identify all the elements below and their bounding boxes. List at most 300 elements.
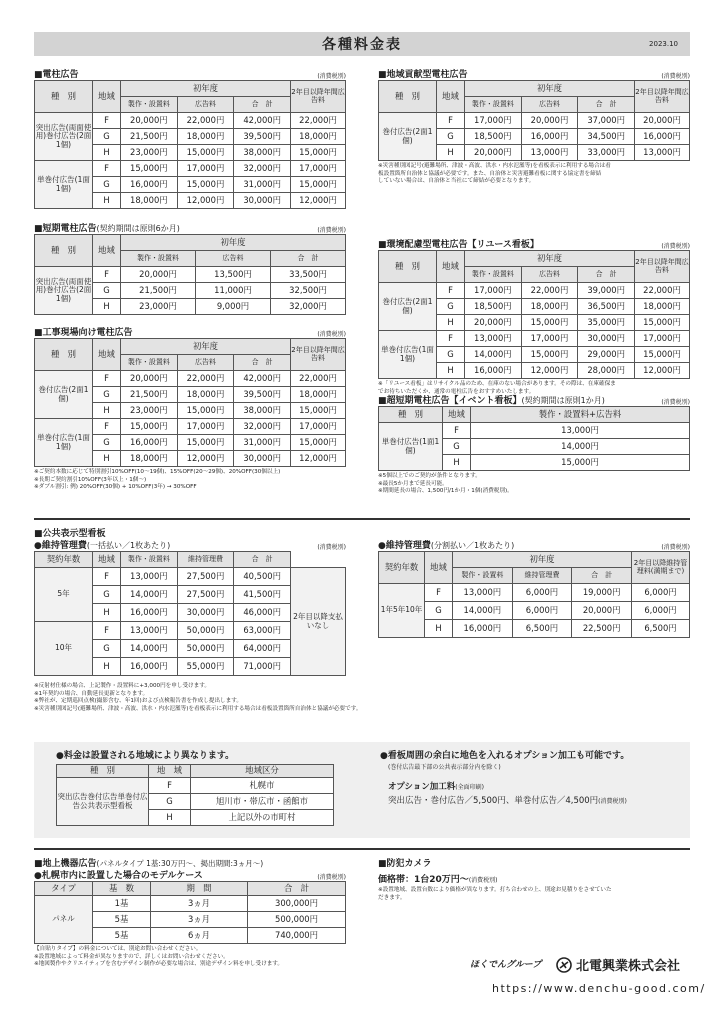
price-cell: 71,000円	[234, 658, 291, 676]
page-title: 各種料金表	[322, 37, 402, 53]
price-cell: 22,000円	[177, 371, 234, 387]
price-cell: 18,000円	[121, 451, 178, 467]
region-cell: 札幌市	[191, 778, 334, 794]
area-cell: H	[437, 145, 465, 161]
tanki-body	[35, 267, 346, 315]
tax-note: (消費税別)	[661, 399, 690, 406]
price-cell: 20,000円	[465, 315, 522, 331]
tax-note: (消費税別)	[598, 798, 627, 805]
area-cell: H	[93, 403, 121, 419]
header-cell: 初年度	[453, 552, 632, 568]
price-cell: 17,000円	[291, 161, 346, 177]
price-cell: 15,000円	[291, 403, 346, 419]
price-cell: 12,000円	[177, 193, 234, 209]
area-cell: F	[93, 267, 121, 283]
title-sub: (パネルタイプ 1基:30万円～、掲出期間:3ヵ月～)	[96, 859, 264, 868]
header-cell: 地域	[437, 251, 465, 283]
price-cell: 17,000円	[177, 161, 234, 177]
price-cell: 18,000円	[635, 299, 690, 315]
price-cell: 31,000円	[234, 435, 291, 451]
date-label: 2023.10	[649, 40, 678, 48]
area-cell: H	[93, 604, 121, 622]
price-cell: 32,000円	[271, 299, 346, 315]
title-sub: (契約期間は原則6か月)	[96, 224, 180, 233]
note-line: ※5個以上でのご契約が条件となります。	[378, 473, 481, 479]
koukyo-notes	[34, 683, 361, 713]
area-cell: G	[437, 347, 465, 363]
table-row	[35, 267, 346, 283]
table-row	[35, 371, 346, 387]
price-cell: 12,000円	[291, 193, 346, 209]
price-cell: 64,000円	[234, 640, 291, 658]
area-cell: G	[93, 435, 121, 451]
price-cell: 46,000円	[234, 604, 291, 622]
area-cell: H	[437, 363, 465, 379]
title-text: ■短期電柱広告	[34, 224, 97, 234]
price-cell: 32,000円	[234, 161, 291, 177]
table-row	[379, 283, 690, 299]
price-cell: 23,000円	[121, 145, 178, 161]
section-title: ■電柱広告	[34, 70, 79, 80]
price-cell: 23,000円	[121, 403, 178, 419]
header-cell: 地域	[93, 552, 121, 568]
tax-note: (消費税別)	[468, 877, 498, 884]
price-cell: 6,000円	[512, 602, 572, 620]
price-cell: 30,000円	[234, 193, 291, 209]
area-cell: F	[93, 419, 121, 435]
price-cell: 15,000円	[521, 347, 578, 363]
area-cell: F	[93, 622, 121, 640]
price-cell: 34,500円	[578, 129, 635, 145]
area-cell: F	[149, 778, 191, 794]
header-cell: 2年目以降年間広告料	[291, 339, 346, 371]
area-cell: F	[437, 283, 465, 299]
price-cell: 33,500円	[271, 267, 346, 283]
kouji-table	[34, 338, 346, 467]
denchu-section	[34, 68, 346, 209]
price-cell: 18,000円	[521, 299, 578, 315]
area-cell: G	[437, 129, 465, 145]
price-cell: 15,000円	[177, 435, 234, 451]
header-cell: 広告料	[521, 97, 578, 113]
note-line: ※ご契約本数に応じて特別割引10%OFF(10～19個)、15%OFF(20～29個)、20%OFF(30個以上)	[34, 469, 281, 475]
price-cell: 39,000円	[578, 283, 635, 299]
title-sub: (一括払い／1枚あたり)	[86, 541, 171, 550]
price-cell: 23,000円	[121, 299, 196, 315]
period-cell: 6ヵ月	[151, 928, 248, 944]
area-table	[56, 764, 334, 826]
tax-note: (消費税別)	[317, 73, 346, 80]
header-cell: 合 計	[234, 552, 291, 568]
price-cell: 6,000円	[632, 584, 690, 602]
area-cell: H	[93, 658, 121, 676]
option-fee	[388, 780, 484, 792]
header-cell: 製作・設置料+広告料	[471, 407, 690, 423]
area-cell: G	[93, 177, 121, 193]
price-label: 価格帯：	[378, 875, 415, 885]
header-cell: 期 間	[151, 882, 248, 896]
title-text: ■超短期電柱広告【イベント看板】	[378, 396, 522, 406]
area-cell: G	[149, 794, 191, 810]
table-row	[35, 113, 346, 129]
option-line: 突出広告・巻付広告／5,500円、単巻付広告／4,500円	[388, 796, 599, 806]
divider	[34, 518, 690, 520]
section-title: ■環境配慮型電柱広告【リユース看板】	[378, 240, 539, 250]
header-cell: 2年目以降年間広告料	[635, 251, 690, 283]
header-cell: 初年度	[121, 235, 346, 251]
header-cell: 維持管理費	[177, 552, 234, 568]
title-bar	[34, 32, 690, 56]
header-cell: 維持管理費	[512, 568, 572, 584]
chiiki-table	[378, 80, 690, 161]
price-cell: 17,000円	[521, 331, 578, 347]
header-cell: 合 計	[271, 251, 346, 267]
price-cell: 39,500円	[234, 129, 291, 145]
group-logo	[470, 957, 541, 970]
price-cell: 21,500円	[121, 283, 196, 299]
tax-note: (消費税別)	[661, 243, 690, 250]
header-cell: 地域	[93, 339, 121, 371]
header-cell: 契約年数	[379, 552, 425, 584]
table-row	[35, 161, 346, 177]
period-cell: 3ヵ月	[151, 912, 248, 928]
kankyo-table	[378, 250, 690, 379]
option-title: ●看板周囲の余白に地色を入れるオプション加工も可能です。	[380, 751, 630, 761]
price-cell: 15,000円	[177, 145, 234, 161]
price-cell: 15,000円	[635, 347, 690, 363]
price-cell: 14,000円	[471, 439, 690, 455]
camera-section	[378, 856, 690, 902]
region-cell: 上記以外の市町村	[191, 810, 334, 826]
price-cell: 15,000円	[177, 403, 234, 419]
area-cell: H	[93, 193, 121, 209]
price-cell: 13,000円	[453, 584, 513, 602]
note-line: ※反射材仕様の場合、上記製作・設置料に+3,000円を申し受けます。	[34, 683, 210, 689]
table-row	[379, 602, 690, 620]
price-cell: 38,000円	[234, 403, 291, 419]
price-cell: 16,000円	[635, 129, 690, 145]
price-cell: 21,500円	[121, 387, 178, 403]
price-cell: 16,000円	[121, 177, 178, 193]
header-cell: タイプ	[35, 882, 93, 896]
title-sub: (分割払い／1枚あたり)	[430, 541, 515, 550]
chijo-section	[34, 856, 346, 969]
price-cell: 17,000円	[291, 419, 346, 435]
price-cell: 14,000円	[465, 347, 522, 363]
count-cell: 5基	[93, 928, 151, 944]
type-label: 巻付広告(2面1個)	[35, 371, 93, 419]
price-cell: 12,000円	[177, 451, 234, 467]
price-cell: 20,000円	[465, 145, 522, 161]
header-cell: 種 別	[35, 81, 93, 113]
chotanki-notes	[378, 473, 690, 496]
price-cell: 13,500円	[196, 267, 271, 283]
header-cell: 種 別	[35, 339, 93, 371]
period-cell: 3ヵ月	[151, 896, 248, 912]
price-cell: 42,000円	[234, 113, 291, 129]
tanki-section	[34, 222, 346, 315]
header-cell: 地域	[443, 407, 471, 423]
header-cell: 製作・設置料	[453, 568, 513, 584]
price-cell: 16,000円	[465, 363, 522, 379]
header-cell: 地域区分	[191, 765, 334, 778]
section-title: ■公共表示型看板	[34, 529, 106, 539]
divider	[34, 848, 690, 850]
option-fee-label: オプション加工料	[388, 782, 456, 792]
area-cell: H	[93, 299, 121, 315]
header-cell: 種 別	[57, 765, 149, 778]
header-cell: 広告料	[521, 267, 578, 283]
price-cell: 28,000円	[578, 363, 635, 379]
header-cell: 種 別	[379, 251, 437, 283]
camera-price	[378, 872, 690, 885]
note-line: ※1年契約の場合、自動延長更新となります。	[34, 690, 149, 697]
area-cell: H	[149, 810, 191, 826]
note-line: だきます。	[378, 894, 406, 901]
type-label: 単巻付広告(1面1個)	[379, 331, 437, 379]
section-title: ■防犯カメラ	[378, 859, 432, 869]
price-cell: 16,000円	[121, 435, 178, 451]
price-value: 1台20万円～	[414, 875, 469, 885]
price-cell: 31,000円	[234, 177, 291, 193]
area-cell: G	[93, 283, 121, 299]
company-name: 北電興業株式会社	[576, 959, 681, 974]
header-cell: 合 計	[234, 355, 291, 371]
section-title: ■地域貢献型電柱広告	[378, 70, 468, 80]
header-cell: 合 計	[248, 882, 346, 896]
price-cell: 27,500円	[177, 586, 234, 604]
price-cell: 33,000円	[578, 145, 635, 161]
title-text: ■地上機器広告	[34, 859, 97, 869]
header-cell: 製作・設置料	[121, 552, 178, 568]
type-label: 巻付広告(2面1個)	[379, 283, 437, 331]
price-cell: 20,000円	[121, 113, 178, 129]
price-cell: 12,000円	[521, 363, 578, 379]
price-cell: 300,000円	[248, 896, 346, 912]
header-cell: 製作・設置料	[121, 355, 178, 371]
price-cell: 21,500円	[121, 129, 178, 145]
no-payment-note: 2年目以降支払いなし	[291, 568, 346, 676]
note-line: ※災害種別図記号(避難場所、津波・高波、洪水・内水氾濫等)を看板表示に利用する場合は看	[378, 163, 611, 169]
type-label: パネル	[35, 896, 93, 944]
price-cell: 30,000円	[578, 331, 635, 347]
price-cell: 37,000円	[578, 113, 635, 129]
count-cell: 5基	[93, 912, 151, 928]
area-cell: F	[93, 371, 121, 387]
header-cell: 製作・設置料	[465, 97, 522, 113]
price-cell: 18,000円	[291, 387, 346, 403]
header-cell: 初年度	[121, 81, 291, 97]
price-cell: 14,000円	[121, 586, 178, 604]
price-cell: 20,000円	[121, 267, 196, 283]
price-cell: 13,000円	[471, 423, 690, 439]
kankyo-section	[378, 238, 690, 396]
area-cell: F	[425, 584, 453, 602]
table-row	[379, 584, 690, 602]
header-cell: 初年度	[465, 251, 635, 267]
count-cell: 1基	[93, 896, 151, 912]
price-cell: 18,500円	[465, 299, 522, 315]
header-cell: 合 計	[234, 97, 291, 113]
header-cell: 初年度	[121, 339, 291, 355]
chiiki-body	[379, 113, 690, 161]
chotanki-section	[378, 394, 690, 496]
price-cell: 36,500円	[578, 299, 635, 315]
region-cell: 旭川市・帯広市・函館市	[191, 794, 334, 810]
price-cell: 20,000円	[521, 113, 578, 129]
price-cell: 17,000円	[465, 283, 522, 299]
table-row	[35, 419, 346, 435]
denchu-table	[34, 80, 346, 209]
kouji-section	[34, 326, 346, 492]
koukyo-lump-table	[34, 551, 346, 676]
note-line: ※設置地域、設置台数により価格が異なります。打ち合わせの上、別途お見積りをさせていた	[378, 887, 612, 893]
price-cell: 32,000円	[234, 419, 291, 435]
price-cell: 6,000円	[632, 602, 690, 620]
area-cell: F	[437, 331, 465, 347]
price-cell: 18,000円	[177, 129, 234, 145]
price-cell: 29,000円	[578, 347, 635, 363]
website-link[interactable]: https://www.denchu-good.com/	[492, 982, 706, 995]
note-line: ※地図製作やクリエイティブを含むデザイン制作が必要な場合は、別途デザイン料を申し受けます。	[34, 961, 284, 968]
price-cell: 15,000円	[521, 315, 578, 331]
price-cell: 16,000円	[453, 620, 513, 638]
price-cell: 13,000円	[121, 568, 178, 586]
chijo-table	[34, 881, 346, 944]
kankyo-body	[379, 283, 690, 379]
price-cell: 15,000円	[291, 435, 346, 451]
koukyo-split-table	[378, 551, 690, 638]
type-label: 単巻付広告(1面1個)	[35, 419, 93, 467]
area-title: ●料金は設置される地域により異なります。	[56, 751, 235, 761]
price-cell: 16,000円	[121, 658, 178, 676]
price-cell: 22,000円	[291, 113, 346, 129]
price-cell: 16,000円	[121, 604, 178, 622]
price-cell: 20,000円	[572, 602, 632, 620]
price-cell: 20,000円	[121, 371, 178, 387]
contract-years: 1年5年10年	[379, 584, 425, 638]
table-row	[379, 331, 690, 347]
contract-years: 5年	[35, 568, 93, 622]
header-cell: 広告料	[196, 251, 271, 267]
company-mark-icon	[556, 957, 572, 973]
price-cell: 15,000円	[291, 145, 346, 161]
header-cell: 種 別	[379, 81, 437, 113]
price-cell: 15,000円	[635, 315, 690, 331]
price-cell: 22,000円	[635, 283, 690, 299]
type-label: 突出広告(両面使用)巻付広告(2面1個)	[35, 267, 93, 315]
header-cell: 2年目以降年間広告料	[635, 81, 690, 113]
price-cell: 63,000円	[234, 622, 291, 640]
price-cell: 13,000円	[121, 622, 178, 640]
note-line: 【自貼りタイプ】の料金については、別途お問い合わせください。	[34, 946, 202, 952]
header-cell: 製作・設置料	[121, 251, 196, 267]
koukyo2-body	[379, 584, 690, 638]
tax-note: (消費税別)	[317, 874, 346, 881]
price-cell: 9,000円	[196, 299, 271, 315]
note-line: していない場合は、自治体と当社にて締結が必要となります。	[378, 178, 535, 185]
tanki-table	[34, 234, 346, 315]
header-cell: 合 計	[572, 568, 632, 584]
type-label: 突出広告巻付広告単巻付広告公共表示型看板	[57, 778, 149, 826]
table-row	[379, 113, 690, 129]
price-cell: 22,000円	[521, 283, 578, 299]
note-line: 板設置箇所自治体と協議が必要です。また、自治体と災害避難看板に関する協定書を締結	[378, 170, 602, 177]
header-cell: 広告料	[177, 355, 234, 371]
price-cell: 35,000円	[578, 315, 635, 331]
area-cell: G	[437, 299, 465, 315]
price-cell: 40,500円	[234, 568, 291, 586]
area-cell: H	[437, 315, 465, 331]
note-line: ※長期ご契約割引10%OFF(3年以上・1個～)	[34, 476, 147, 483]
kouji-body	[35, 371, 346, 467]
koukyo-body	[35, 568, 346, 676]
price-cell: 6,500円	[512, 620, 572, 638]
blank-cell	[291, 552, 346, 568]
header-cell: 地域	[425, 552, 453, 584]
company-logo	[556, 955, 680, 974]
section-title	[34, 221, 180, 234]
group-name: ほくでんグループ	[470, 960, 542, 970]
koukyo-section	[34, 526, 346, 676]
price-cell: 55,000円	[177, 658, 234, 676]
area-cell: H	[425, 620, 453, 638]
section-title: ■工事現場向け電柱広告	[34, 328, 133, 338]
note-line: ※最長5か月まで延長可能。	[378, 480, 448, 487]
area-cell: G	[93, 640, 121, 658]
note-line: ※ダブル割引: 例) 20%OFF(30個) + 10%OFF(3年) → 30%OFF	[34, 484, 197, 491]
area-cell: F	[437, 113, 465, 129]
area-cell: F	[93, 568, 121, 586]
note-line: ※設置地域によって料金が異なりますので、詳しくはお問い合わせください。	[34, 953, 229, 960]
price-cell: 38,000円	[234, 145, 291, 161]
area-cell: G	[93, 387, 121, 403]
price-cell: 16,000円	[521, 129, 578, 145]
option-fee-sub: (全面印刷)	[455, 784, 484, 791]
section-title	[378, 393, 605, 406]
area-cell: F	[443, 423, 471, 439]
area-info-box	[34, 742, 690, 838]
header-cell: 合 計	[578, 97, 635, 113]
area-cell: H	[93, 451, 121, 467]
camera-notes	[378, 887, 690, 902]
area-cell: F	[93, 161, 121, 177]
price-cell: 11,000円	[196, 283, 271, 299]
contract-years: 10年	[35, 622, 93, 676]
type-label: 単巻付広告(1面1個)	[35, 161, 93, 209]
price-cell: 18,000円	[291, 129, 346, 145]
header-cell: 広告料	[177, 97, 234, 113]
header-cell: 種 別	[35, 235, 93, 267]
header-cell: 初年度	[465, 81, 635, 97]
subsection-title: ●札幌市内に設置した場合のモデルケース	[34, 871, 203, 881]
tax-note: (消費税別)	[661, 544, 690, 551]
price-cell: 22,000円	[291, 371, 346, 387]
header-cell: 製作・設置料	[121, 97, 178, 113]
note-line: ※弊社が、定期巡回点検(撮影含む、年1回)および点検報告書を作成し提出します。	[34, 698, 242, 705]
type-label: 単巻付広告(1面1個)	[379, 423, 443, 471]
price-cell: 12,000円	[291, 451, 346, 467]
price-cell: 14,000円	[121, 640, 178, 658]
price-cell: 22,000円	[177, 113, 234, 129]
option-prices	[388, 794, 627, 806]
type-label: 巻付広告(2面1個)	[379, 113, 437, 161]
header-cell: 地域	[93, 81, 121, 113]
option-sub: (巻付広告最下部の公共表示部分内を除く)	[388, 764, 501, 771]
price-cell: 15,000円	[177, 177, 234, 193]
subsection-title	[378, 538, 514, 551]
title-text: ●維持管理費	[34, 541, 87, 551]
